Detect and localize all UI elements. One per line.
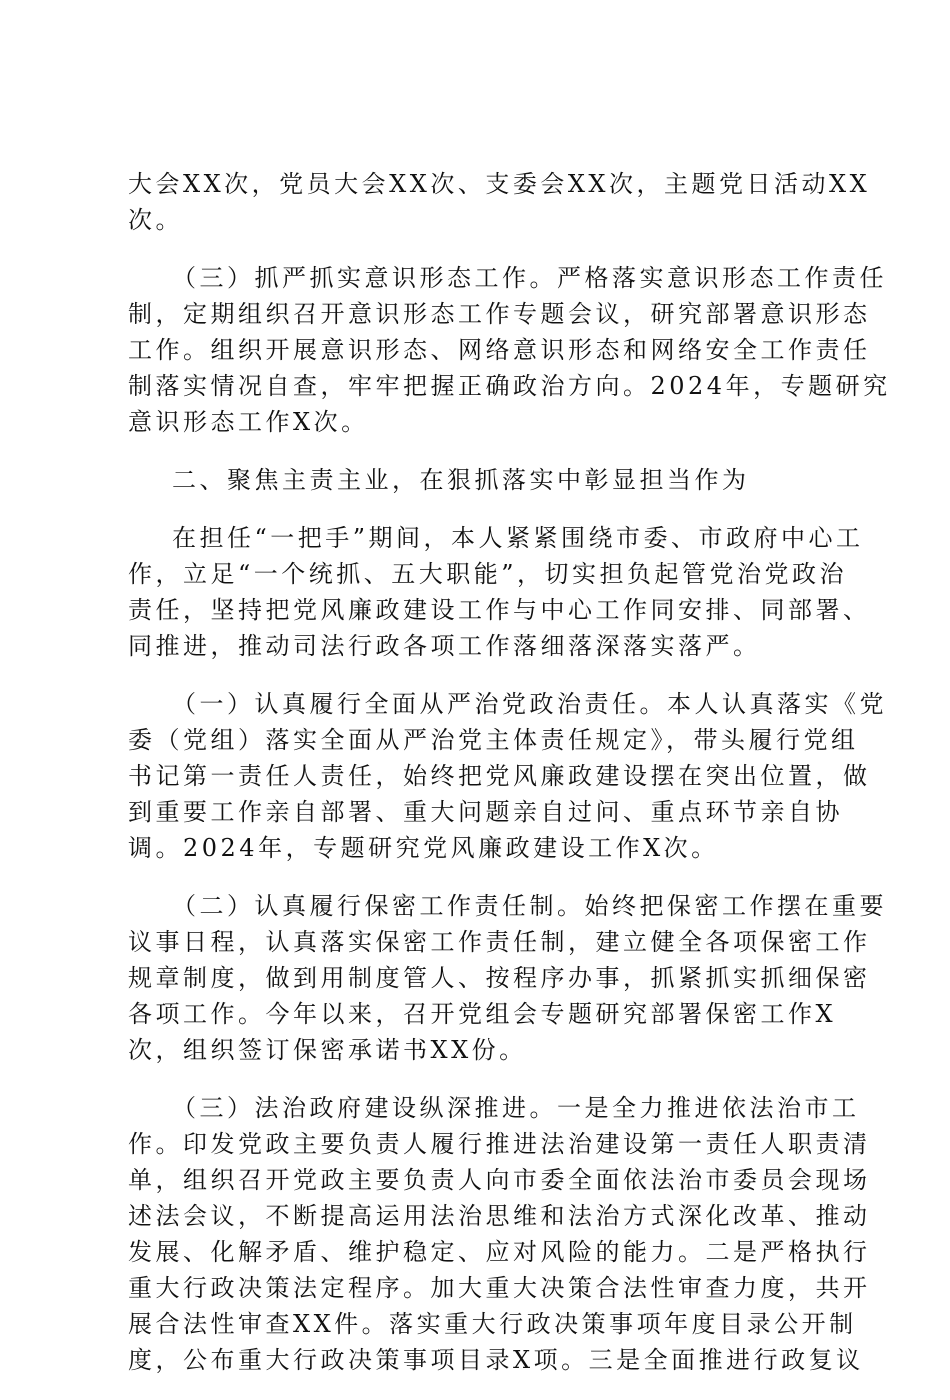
text-line: （三）抓严抓实意识形态工作。严格落实意识形态工作责任 (172, 264, 887, 292)
text-line: 制，定期组织召开意识形态工作专题会议，研究部署意识形态 (128, 300, 871, 328)
text-line: 展合法性审查XX件。落实重大行政决策事项年度目录公开制 (128, 1310, 857, 1338)
paragraph-7 (128, 1090, 871, 1378)
text-line: 制落实情况自查，牢牢把握正确政治方向。2024年，专题研究 (128, 372, 891, 400)
paragraph-2 (128, 260, 891, 440)
paragraph-5 (128, 686, 887, 866)
text-line: 到重要工作亲自部署、重大问题亲自过问、重点环节亲自协 (128, 798, 843, 826)
text-line: 责任，坚持把党风廉政建设工作与中心工作同安排、同部署、 (128, 596, 871, 624)
heading-line: 二、聚焦主责主业，在狠抓落实中彰显担当作为 (172, 466, 750, 494)
text-line: 述法会议，不断提高运用法治思维和法治方式深化改革、推动 (128, 1202, 871, 1230)
text-line: 重大行政决策法定程序。加大重大决策合法性审查力度，共开 (128, 1274, 871, 1302)
text-line: 同推进，推动司法行政各项工作落细落深落实落严。 (128, 632, 761, 660)
text-line: 次。 (128, 206, 183, 234)
text-line: 单，组织召开党政主要负责人向市委全面依法治市委员会现场 (128, 1166, 871, 1194)
text-line: （二）认真履行保密工作责任制。始终把保密工作摆在重要 (172, 892, 887, 920)
text-line: 委（党组）落实全面从严治党主体责任规定》，带头履行党组 (128, 726, 859, 754)
text-line: 调。2024年，专题研究党风廉政建设工作X次。 (128, 834, 719, 862)
text-line: 意识形态工作X次。 (128, 408, 369, 436)
text-line: 议事日程，认真落实保密工作责任制，建立健全各项保密工作 (128, 928, 871, 956)
paragraph-4 (128, 520, 871, 664)
text-line: 各项工作。今年以来，召开党组会专题研究部署保密工作X (128, 1000, 837, 1028)
document-page (128, 166, 891, 1400)
paragraph-1 (128, 166, 871, 238)
text-line: 书记第一责任人责任，始终把党风廉政建设摆在突出位置，做 (128, 762, 871, 790)
text-line: 度，公布重大行政决策事项目录X项。三是全面推进行政复议 (128, 1346, 864, 1374)
text-line: 作。印发党政主要负责人履行推进法治建设第一责任人职责清 (128, 1130, 871, 1158)
text-line: 大会XX次，党员大会XX次、支委会XX次，主题党日活动XX (128, 170, 871, 198)
text-line: 规章制度，做到用制度管人、按程序办事，抓紧抓实抓细保密 (128, 964, 871, 992)
text-line: 发展、化解矛盾、维护稳定、应对风险的能力。二是严格执行 (128, 1238, 871, 1266)
section-heading (128, 462, 836, 498)
text-line: （一）认真履行全面从严治党政治责任。本人认真落实《党 (172, 690, 887, 718)
text-line: 工作。组织开展意识形态、网络意识形态和网络安全工作责任 (128, 336, 871, 364)
paragraph-6 (128, 888, 887, 1068)
text-line: （三）法治政府建设纵深推进。一是全力推进依法治市工 (172, 1094, 860, 1122)
text-line: 次，组织签订保密承诺书XX份。 (128, 1036, 527, 1064)
text-line: 在担任“一把手”期间，本人紧紧围绕市委、市政府中心工 (172, 524, 864, 552)
text-line: 作，立足“一个统抓、五大职能”，切实担负起管党治党政治 (128, 560, 848, 588)
